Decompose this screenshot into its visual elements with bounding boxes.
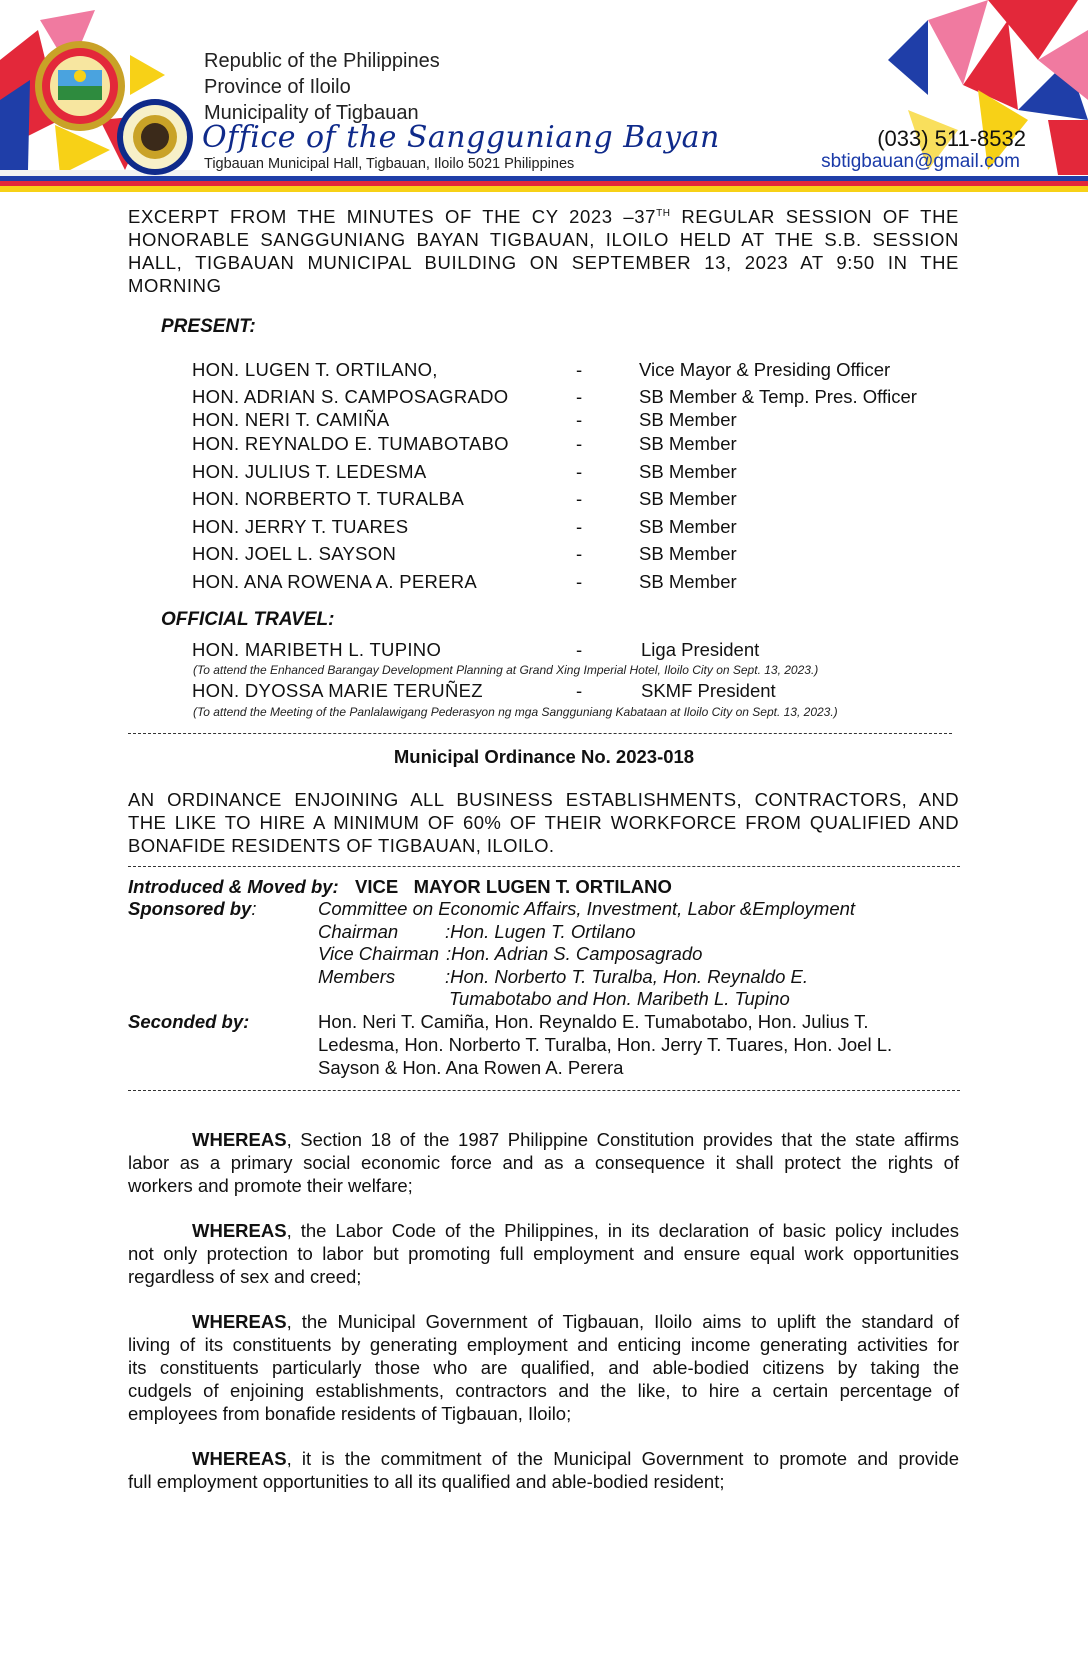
present-member-row	[192, 543, 972, 567]
whereas-clause	[128, 1447, 959, 1493]
whereas-line: full employment opportunities to all its qualified and able-bodied resident;	[128, 1471, 725, 1492]
whereas-clause	[128, 1128, 959, 1197]
member-dash: -	[576, 433, 583, 454]
seconded-by-line-2: Ledesma, Hon. Norberto T. Turalba, Hon. Jerry T. Tuares, Hon. Joel L.	[318, 1034, 893, 1055]
member-name: HON. JULIUS T. LEDESMA	[192, 461, 427, 482]
sponsored-by-label: Sponsored by:	[128, 898, 257, 919]
excerpt-line-1: EXCERPT FROM THE MINUTES OF THE CY 2023 –37TH REGULAR SESSION OF THE	[128, 206, 959, 227]
travel-member-row	[192, 639, 972, 663]
member-dash: -	[576, 516, 583, 537]
whereas-line: regardless of sex and creed;	[128, 1266, 362, 1287]
member-position: SB Member	[639, 488, 737, 509]
member-name: HON. ADRIAN S. CAMPOSAGRADO	[192, 386, 509, 407]
letterhead	[0, 0, 1088, 200]
excerpt-line-2: HONORABLE SANGGUNIANG BAYAN TIGBAUAN, ILOILO HELD AT THE S.B. SESSION	[128, 229, 959, 250]
introduced-by-value: VICE MAYOR LUGEN T. ORTILANO	[355, 876, 672, 897]
travel-member-row	[192, 680, 972, 704]
whereas-lead: WHEREAS	[192, 1448, 287, 1469]
present-member-row	[192, 461, 972, 485]
header-municipality: Municipality of Tigbauan	[204, 102, 419, 124]
member-dash: -	[576, 488, 583, 509]
travel-note: (To attend the Meeting of the Panlalawigang Pederasyon ng mga Sangguniang Kabataan at Iloilo City on Sept. 13, 2023.)	[193, 705, 838, 719]
member-name: HON. ANA ROWENA A. PERERA	[192, 571, 478, 592]
member-dash: -	[576, 461, 583, 482]
ordinance-description	[128, 788, 959, 857]
member-dash: -	[576, 639, 583, 660]
introduced-by-label: Introduced & Moved by:	[128, 876, 339, 897]
member-position: SB Member	[639, 571, 737, 592]
vice-chairman-value: :Hon. Adrian S. Camposagrado	[446, 943, 703, 964]
whereas-lead: WHEREAS	[192, 1220, 287, 1241]
member-position: SB Member	[639, 433, 737, 454]
minutes-excerpt	[128, 205, 959, 297]
member-dash: -	[576, 543, 583, 564]
members-value-line-1: :Hon. Norberto T. Turalba, Hon. Reynaldo E.	[445, 966, 808, 987]
seconded-by-label: Seconded by:	[128, 1011, 250, 1032]
member-name: HON. DYOSSA MARIE TERUÑEZ	[192, 680, 483, 701]
present-member-row	[192, 359, 972, 383]
ordinance-description-line: THE LIKE TO HIRE A MINIMUM OF 60% OF THEIR WORKFORCE FROM QUALIFIED AND	[128, 812, 959, 833]
members-value-line-2: Tumabotabo and Hon. Maribeth L. Tupino	[449, 988, 790, 1009]
ordinance-description-line: BONAFIDE RESIDENTS OF TIGBAUAN, ILOILO.	[128, 835, 555, 856]
member-name: HON. JOEL L. SAYSON	[192, 543, 397, 564]
member-position: SB Member	[639, 461, 737, 482]
member-position: SB Member	[639, 409, 737, 430]
whereas-lead: WHEREAS	[192, 1129, 287, 1150]
header-province: Province of Iloilo	[204, 76, 351, 98]
whereas-line: WHEREAS, it is the commitment of the Municipal Government to promote and provide	[192, 1448, 959, 1469]
whereas-line: labor as a primary social economic force and as a consequence it shall protect the rights of	[128, 1152, 959, 1173]
municipality-seal	[34, 40, 126, 132]
member-dash: -	[576, 386, 583, 407]
member-position: SKMF President	[641, 680, 776, 701]
sangguniang-bayan-seal	[116, 98, 194, 176]
whereas-line: its constituents particularly those who are qualified, and able-bodied citizens by taking the	[128, 1357, 959, 1378]
member-position: SB Member & Temp. Pres. Officer	[639, 386, 917, 407]
seconded-by-line-3: Sayson & Hon. Ana Rowen A. Perera	[318, 1057, 624, 1078]
member-name: HON. NERI T. CAMIÑA	[192, 409, 390, 430]
chairman-value: :Hon. Lugen T. Ortilano	[445, 921, 636, 942]
member-dash: -	[576, 680, 583, 701]
travel-note: (To attend the Enhanced Barangay Development Planning at Grand Xing Imperial Hotel, Iloilo City on Sept. 13, 2023.)	[193, 663, 819, 677]
whereas-line: living of its constituents by generating employment and enticing income generating activities for	[128, 1334, 959, 1355]
dashed-divider	[128, 866, 960, 867]
present-member-row	[192, 571, 972, 595]
whereas-lead: WHEREAS	[192, 1311, 287, 1332]
header-office-title: Office of the Sangguniang Bayan	[202, 120, 720, 155]
excerpt-line-3: HALL, TIGBAUAN MUNICIPAL BUILDING ON SEPTEMBER 13, 2023 AT 9:50 IN THE	[128, 252, 959, 273]
present-member-row	[192, 488, 972, 512]
whereas-clause	[128, 1219, 959, 1288]
sponsoring-committee: Committee on Economic Affairs, Investment, Labor &Employment	[318, 898, 856, 919]
present-member-row	[192, 409, 972, 433]
member-name: HON. REYNALDO E. TUMABOTABO	[192, 433, 509, 454]
members-label: Members	[318, 966, 396, 987]
member-name: HON. MARIBETH L. TUPINO	[192, 639, 442, 660]
member-position: SB Member	[639, 543, 737, 564]
member-dash: -	[576, 409, 583, 430]
dashed-divider	[128, 733, 952, 734]
present-member-row	[192, 516, 972, 540]
member-position: SB Member	[639, 516, 737, 537]
vice-chairman-label: Vice Chairman	[318, 943, 439, 964]
chairman-label: Chairman	[318, 921, 399, 942]
ordinance-title: Municipal Ordinance No. 2023-018	[393, 746, 695, 767]
header-email[interactable]: sbtigbauan@gmail.com	[821, 151, 1020, 172]
member-position: Vice Mayor & Presiding Officer	[639, 359, 891, 380]
dashed-divider	[128, 1090, 960, 1091]
member-name: HON. NORBERTO T. TURALBA	[192, 488, 465, 509]
whereas-line: workers and promote their welfare;	[128, 1175, 413, 1196]
seconded-by-line-1: Hon. Neri T. Camiña, Hon. Reynaldo E. Tumabotabo, Hon. Julius T.	[318, 1011, 869, 1032]
header-country: Republic of the Philippines	[204, 50, 440, 72]
whereas-line: WHEREAS, the Municipal Government of Tigbauan, Iloilo aims to uplift the standard of	[192, 1311, 959, 1332]
whereas-line: employees from bonafide residents of Tigbauan, Iloilo;	[128, 1403, 572, 1424]
present-member-row	[192, 433, 972, 457]
whereas-line: cudgels of enjoining establishments, contractors and the like, to hire a certain percentage of	[128, 1380, 959, 1401]
member-dash: -	[576, 571, 583, 592]
ordinance-description-line: AN ORDINANCE ENJOINING ALL BUSINESS ESTABLISHMENTS, CONTRACTORS, AND	[128, 789, 959, 810]
whereas-line: WHEREAS, Section 18 of the 1987 Philippine Constitution provides that the state affirms	[192, 1129, 959, 1150]
member-position: Liga President	[641, 639, 760, 660]
header-band-yellow	[0, 186, 1088, 192]
header-phone: (033) 511-8532	[877, 126, 1026, 151]
member-name: HON. LUGEN T. ORTILANO,	[192, 359, 438, 380]
whereas-line: not only protection to labor but promoting full employment and ensure equal work opportunities	[128, 1243, 959, 1264]
present-member-row	[192, 386, 972, 410]
member-name: HON. JERRY T. TUARES	[192, 516, 409, 537]
whereas-line: WHEREAS, the Labor Code of the Philippines, in its declaration of basic policy includes	[192, 1220, 959, 1241]
official-travel-heading: OFFICIAL TRAVEL:	[161, 609, 335, 630]
member-dash: -	[576, 359, 583, 380]
whereas-clause	[128, 1310, 959, 1425]
present-heading: PRESENT:	[161, 316, 256, 337]
header-address: Tigbauan Municipal Hall, Tigbauan, Iloilo 5021 Philippines	[204, 156, 575, 172]
excerpt-line-4: MORNING	[128, 275, 222, 296]
